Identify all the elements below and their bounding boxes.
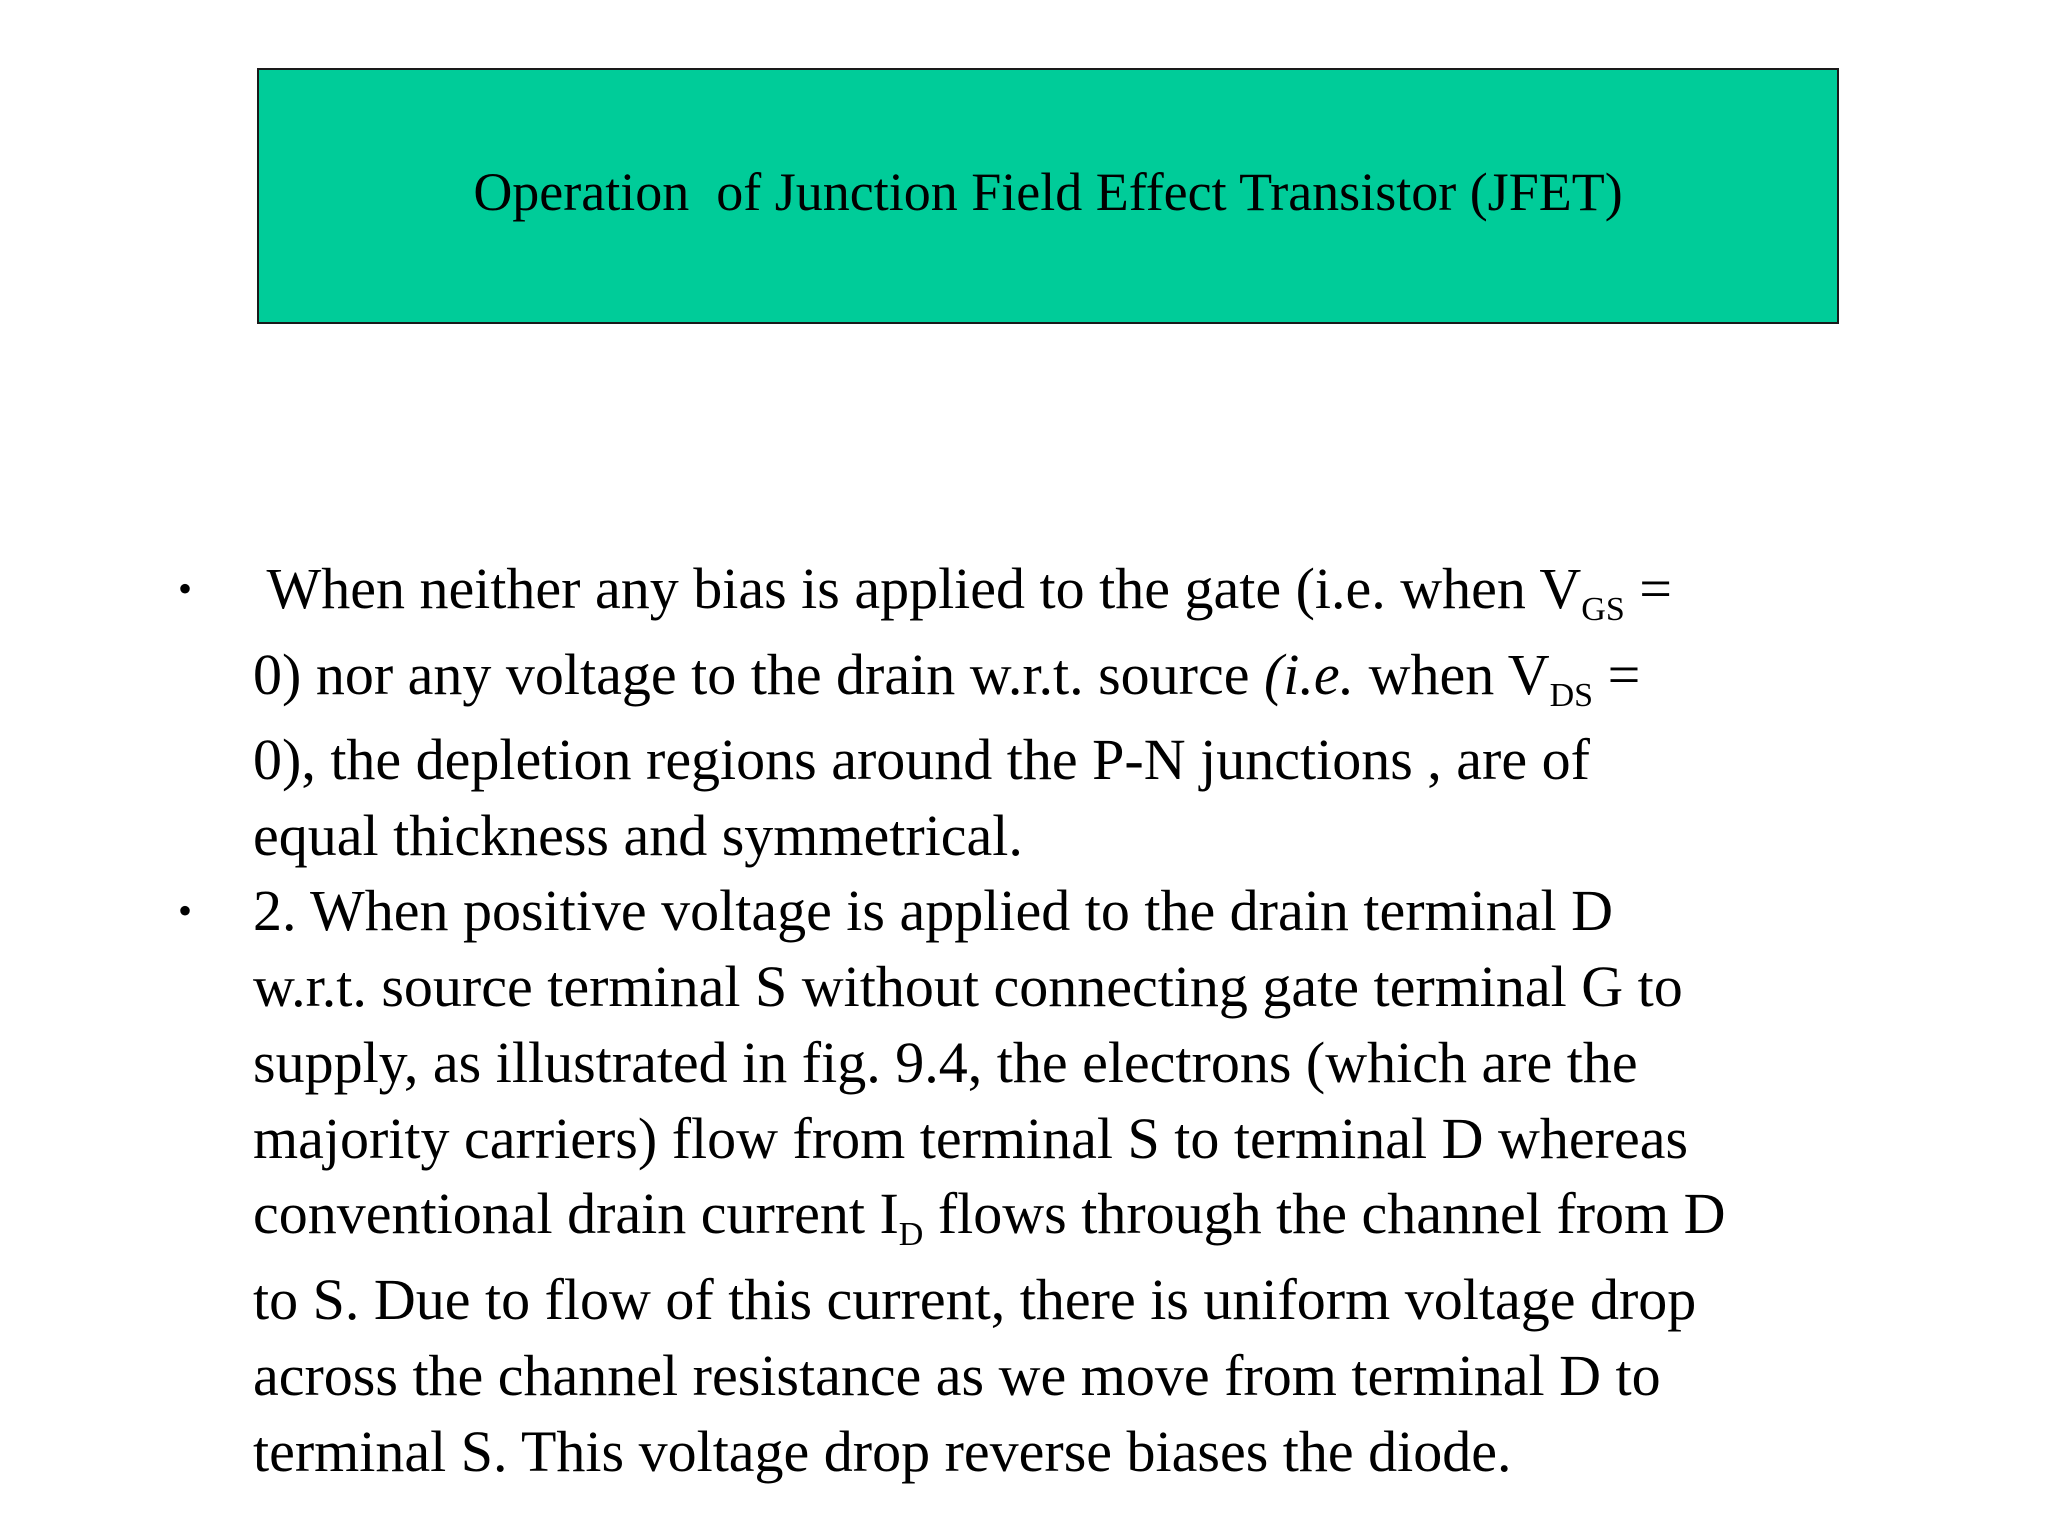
bullet-2-line-7: across the channel resistance as we move from terminal D to [253,1343,1661,1408]
bullet-2-line-6: to S. Due to flow of this current, there is uniform voltage drop [253,1267,1697,1332]
text-run: conventional drain current I [253,1181,899,1246]
text-run: = [1593,642,1641,707]
text-run: = [1624,556,1672,621]
subscript-d: D [898,1216,924,1253]
italic-ie: (i.e. [1263,642,1355,707]
bullet-2-line-1: 2. When positive voltage is applied to the drain terminal D [253,878,1613,943]
bullet-1-line-1 [253,556,1672,628]
bullet-marker: • [178,566,193,611]
text-run: 0) nor any voltage to the drain w.r.t. source [253,642,1264,707]
subscript-gs: GS [1581,591,1625,628]
bullet-2-line-5 [253,1181,1726,1253]
subscript-ds: DS [1549,677,1594,714]
bullet-1-line-2 [253,642,1641,714]
bullet-1-line-3: 0), the depletion regions around the P-N junctions , are of [253,727,1590,792]
text-run: flows through the channel from D [923,1181,1726,1246]
bullet-2-line-8: terminal S. This voltage drop reverse biases the diode. [253,1419,1512,1484]
text-run: When neither any bias is applied to the gate (i.e. when V [253,556,1582,621]
text-run: when V [1354,642,1550,707]
bullet-2-line-3: supply, as illustrated in fig. 9.4, the electrons (which are the [253,1030,1638,1095]
bullet-marker: • [178,888,193,933]
bullet-2-line-2: w.r.t. source terminal S without connecting gate terminal G to [253,954,1683,1019]
slide-title: Operation of Junction Field Effect Transistor (JFET) [473,162,1623,222]
bullet-2-line-4: majority carriers) flow from terminal S to terminal D whereas [253,1106,1689,1171]
bullet-1-line-4: equal thickness and symmetrical. [253,803,1023,868]
